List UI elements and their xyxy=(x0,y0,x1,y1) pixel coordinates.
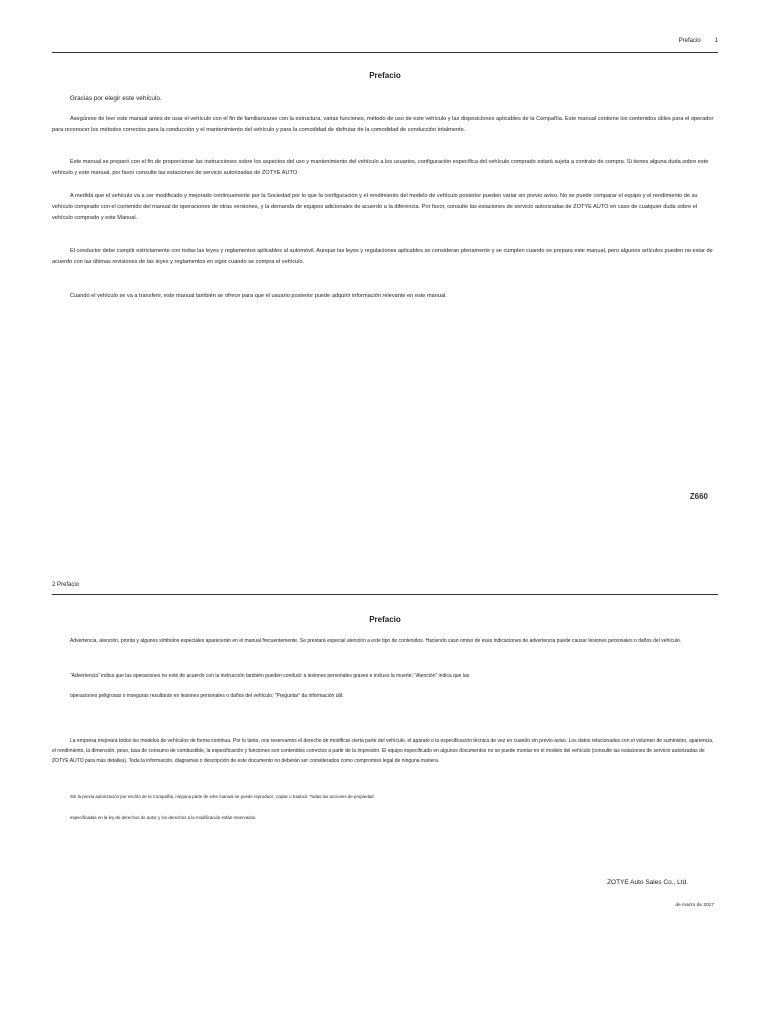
page2-paragraph-4b: especificadas en la ley de derechos de autor y los derechos a la modificación están reservados. xyxy=(70,815,257,820)
page-number: 1 xyxy=(714,38,718,44)
page2-title: Prefacio xyxy=(369,615,401,624)
page2-header: 2 Prefacio xyxy=(52,582,718,595)
greeting-text: Gracias por elegir este vehículo. xyxy=(70,95,162,102)
paragraph-5: Cuando el vehículo se va a transferir, este manual también se ofrece para que el usuario posterior puede adquirir información relevante en este manual. xyxy=(70,293,447,299)
page2-paragraph-2a: “Advertencia” indica que las operaciones no esté de acuerdo con la instrucción también pueden conducir a lesiones personales graves e incluso la muerte; “Atención” indica que las xyxy=(70,673,470,679)
page2-paragraph-4a: Sin la previa autorización por escrito de la Compañía, ninguna parte de este manual se puede reproducir, copiar o traducir. Todas las acciones de propiedad xyxy=(70,794,374,799)
model-label: Z660 xyxy=(689,492,708,501)
paragraph-2: Este manual se preparó con el fin de proporcionar las instrucciones sobre los aspectos del uso y mantenimiento del vehículo a los usuarios, configuración específica del vehículo comprado estará sujeta a contrato de compra. Si tienes alguna duda sobre este vehículo y este manual, por favor consulte las estaciones de servicio autorizadas de ZOTYE AUTO. xyxy=(52,159,709,176)
date-text: de marzo de 2017 xyxy=(675,903,714,908)
page-title: Prefacio xyxy=(369,71,401,80)
header-label: Prefacio xyxy=(678,38,701,44)
page2-paragraph-2b: operaciones peligrosas o inseguras resultarán en lesiones personales o daños del vehículo; “Preguntar” da información útil. xyxy=(70,693,344,699)
page2-paragraph-3: La empresa mejorará todos los modelos de vehículos de forma continua. Por lo tanto, nos reservamos el derecho de modificar cierta parte del vehículo, el aparato o la especificación técnica de vez en cuando sin previo aviso. Los datos relacionados con el volumen de suministro, apariencia, el rendimiento, la dimensión, peso, tasa de consumo de combustible, la especificación y funciones son contenidos correctos a partir de la impresión. El equipo especificado en algunos documentos no se puede montar en el modelo del vehículo (consulte las estaciones de servicio autorizadas de ZOTYE AUTO para más detalles). Toda la información, diagramas o descripción de este documento no deberán ser considerados como compromiso legal de ninguna manera. xyxy=(52,738,714,764)
paragraph-1: Asegúrese de leer este manual antes de usar el vehículo con el fin de familiarizarse con la estructura, varias funciones, método de uso de este vehículo y las disposiciones aplicables de la Compañía. Este manual contiene los contenidos útiles para el operador para reconocer los métodos correctos para la conducción y el mantenimiento del vehículo y para la comodidad de disfrutar de la comodidad de conducción totalmente. xyxy=(52,116,714,133)
paragraph-3: A medida que el vehículo va a ser modificado y mejorado continuamente por la Sociedad por lo que la configuración y el rendimiento del modelo de vehículo posterior pueden variar sin previo aviso. No se puede comparar el equipo y el rendimiento de su vehículo comprado con el contenido del manual de operaciones de otras versiones, y la demanda de equipos adicionales de acuerdo a la diferencia. Por favor, consulte las estaciones de servicio autorizadas de ZOTYE AUTO en caso de cualquier duda sobre el vehículo comprado y este Manual. xyxy=(52,193,698,221)
paragraph-4: El conductor debe cumplir estrictamente con todas las leyes y reglamentos aplicables al automóvil. Aunque las leyes y regulaciones aplicables se consideran plenamente y se cumplen cuando se prepara este manual, pero algunos artículos pueden no estar de acuerdo con las últimas revisiones de las leyes y reglamentos en vigor cuando se compra el vehículo. xyxy=(52,248,713,265)
page2-paragraph-1: Advertencia, atención, pronta y algunos símbolos especiales aparecerán en el manual frecuentemente. Se prestará especial atención a este tipo de contenidos. Haciendo caso omiso de esas indicaciones de advertencia puede causar lesiones personales o daños del vehículo. xyxy=(70,638,682,644)
company-name: ZOTYE Auto Sales Co., Ltd. xyxy=(607,879,688,886)
page-header xyxy=(52,38,718,53)
